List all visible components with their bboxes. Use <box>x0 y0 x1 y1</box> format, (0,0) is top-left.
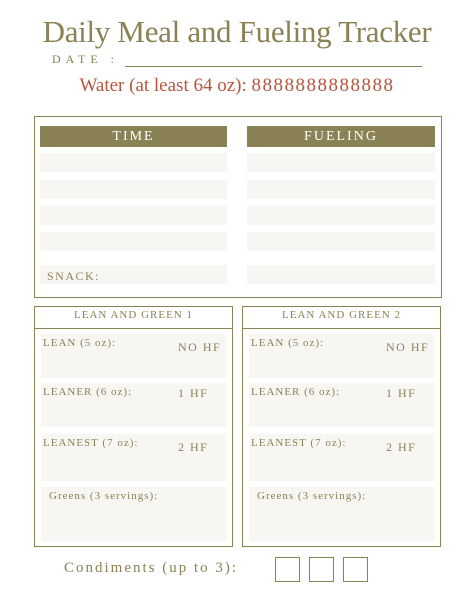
lean-green-2-box <box>242 306 441 547</box>
lean-green-1-title: LEAN AND GREEN 1 <box>74 309 193 321</box>
water-label: Water (at least 64 oz): <box>79 75 247 96</box>
snack-fueling-row[interactable] <box>247 265 435 284</box>
date-line[interactable] <box>125 56 422 67</box>
fueling-row[interactable] <box>247 180 435 199</box>
leaner-label: LEANER (6 oz): <box>251 386 341 398</box>
lean-value: NO HF <box>386 340 430 354</box>
lean-value: NO HF <box>178 340 222 354</box>
date-field[interactable] <box>52 52 422 67</box>
time-row[interactable] <box>40 153 227 172</box>
leaner-value: 1 HF <box>178 386 209 400</box>
time-header: TIME <box>40 126 227 147</box>
condiment-checkbox-3[interactable] <box>343 557 368 582</box>
page-title: Daily Meal and Fueling Tracker <box>42 14 432 49</box>
time-row[interactable] <box>40 232 227 251</box>
lean-green-1-divider <box>35 328 232 329</box>
fueling-row[interactable] <box>247 232 435 251</box>
condiment-checkbox-2[interactable] <box>309 557 334 582</box>
condiments-label: Condiments (up to 3): <box>64 560 239 576</box>
lean-green-1-box <box>34 306 233 547</box>
time-row[interactable] <box>40 206 227 225</box>
lean-label: LEAN (5 oz): <box>43 337 117 349</box>
greens-label: Greens (3 servings): <box>257 490 367 502</box>
water-tracker <box>0 75 474 97</box>
fueling-row[interactable] <box>247 206 435 225</box>
water-cups[interactable]: 8888888888888 <box>251 75 395 96</box>
fueling-header: FUELING <box>247 126 435 147</box>
time-row[interactable] <box>40 180 227 199</box>
leanest-value: 2 HF <box>178 440 209 454</box>
snack-label: SNACK: <box>47 269 101 283</box>
greens-label: Greens (3 servings): <box>49 490 159 502</box>
leaner-value: 1 HF <box>386 386 417 400</box>
condiment-checkbox-1[interactable] <box>275 557 300 582</box>
lean-green-2-title: LEAN AND GREEN 2 <box>282 309 401 321</box>
leanest-label: LEANEST (7 oz): <box>251 437 347 449</box>
leanest-label: LEANEST (7 oz): <box>43 437 139 449</box>
date-label: DATE : <box>52 52 119 66</box>
lean-green-2-divider <box>243 328 440 329</box>
leanest-value: 2 HF <box>386 440 417 454</box>
leaner-label: LEANER (6 oz): <box>43 386 133 398</box>
lean-label: LEAN (5 oz): <box>251 337 325 349</box>
fueling-row[interactable] <box>247 153 435 172</box>
